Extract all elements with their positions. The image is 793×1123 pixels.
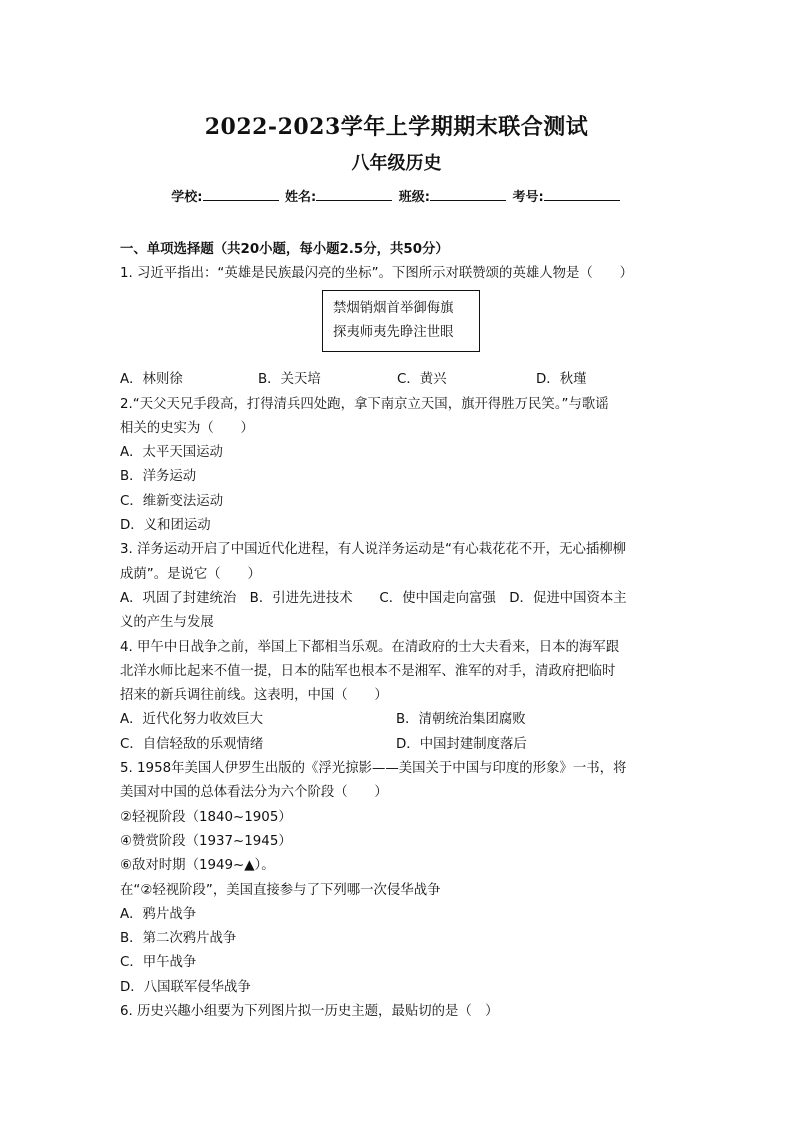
q2-option-b[interactable]: B．洋务运动: [120, 469, 197, 485]
q4-stem-line-1: 4. 甲午中日战争之前，举国上下都相当乐观。在清政府的士大夫看来，日本的海军跟: [120, 639, 620, 655]
q5-stage-4: ④赞赏阶段（1937~1945）: [120, 833, 292, 849]
q4-stem-line-2: 北洋水师比起来不值一提，日本的陆军也根本不是湘军、淮军的对手，清政府把临时: [120, 663, 616, 679]
student-info-line: [0, 186, 793, 205]
q4-option-b[interactable]: B．清朝统治集团腐败: [396, 712, 526, 728]
q4-option-a[interactable]: A．近代化努力收效巨大: [120, 712, 264, 728]
couplet-line-1: 禁烟销烟首举御侮旗: [333, 301, 454, 317]
field-class-label: 班级:: [398, 190, 430, 205]
q2-option-c[interactable]: C．维新变法运动: [120, 493, 224, 509]
q3-stem-line-1: 3. 洋务运动开启了中国近代化进程，有人说洋务运动是“有心栽花花不开，无心插柳柳: [120, 542, 627, 558]
q1-couplet-box: [322, 290, 480, 352]
q5-question: 在“②轻视阶段”，美国直接参与了下列哪一次侵华战争: [120, 882, 441, 898]
couplet-line-2: 探夷师夷先睁注世眼: [333, 325, 454, 341]
q4-options-row-1: [120, 708, 680, 732]
q3-stem-line-2: 成荫”。是说它（ ）: [120, 566, 261, 582]
field-name-blank[interactable]: [316, 187, 392, 201]
field-school-blank[interactable]: [203, 187, 279, 201]
q4-stem-line-3: 招来的新兵调往前线。这表明，中国（ ）: [120, 688, 388, 704]
field-number-label: 考号:: [512, 190, 544, 205]
q1-option-d[interactable]: D．秋瑾: [536, 372, 587, 388]
q3-options-line-1[interactable]: A．巩固了封建统治 B．引进先进技术 C．使中国走向富强 D．促进中国资本主: [120, 590, 627, 606]
q3-options-line-2[interactable]: 义的产生与发展: [120, 615, 214, 631]
q2-stem-line-2: 相关的史实为（ ）: [120, 420, 254, 436]
q1-option-c[interactable]: C．黄兴: [397, 372, 447, 388]
q5-stem-line-2: 美国对中国的总体看法分为六个阶段（ ）: [120, 785, 388, 801]
q6-stem: 6. 历史兴趣小组要为下列图片拟一历史主题，最贴切的是（ ）: [120, 1004, 499, 1020]
field-name-label: 姓名:: [285, 190, 317, 205]
q2-option-a[interactable]: A．太平天国运动: [120, 445, 223, 461]
field-school-label: 学校:: [171, 190, 203, 205]
q5-option-a[interactable]: A．鸦片战争: [120, 906, 197, 922]
q2-option-d[interactable]: D．义和团运动: [120, 518, 211, 534]
q5-option-c[interactable]: C．甲午战争: [120, 955, 197, 971]
q1-options: [120, 368, 680, 392]
section-heading: 一、单项选择题（共20小题，每小题2.5分，共50分）: [120, 242, 449, 257]
q5-option-d[interactable]: D．八国联军侵华战争: [120, 979, 251, 995]
q5-stem-line-1: 5. 1958年美国人伊罗生出版的《浮光掠影——美国关于中国与印度的形象》一书，将: [120, 761, 627, 777]
q4-option-d[interactable]: D．中国封建制度落后: [396, 736, 527, 752]
q5-option-b[interactable]: B．第二次鸦片战争: [120, 931, 237, 947]
q2-stem-line-1: 2.“天父天兄手段高，打得清兵四处跑，拿下南京立天国，旗开得胜万民笑。”与歌谣: [120, 396, 609, 412]
q5-stage-2: ②轻视阶段（1840~1905）: [120, 809, 292, 825]
q1-option-a[interactable]: A．林则徐: [120, 372, 183, 388]
q4-option-c[interactable]: C．自信轻敌的乐观情绪: [120, 736, 264, 752]
q4-options-row-2: [120, 733, 680, 757]
exam-content: [120, 238, 680, 1024]
q1-option-b[interactable]: B．关天培: [258, 372, 321, 388]
exam-title: 2022-2023学年上学期期末联合测试: [204, 114, 589, 140]
exam-subtitle: 八年级历史: [351, 153, 442, 174]
q1-stem: 1. 习近平指出：“英雄是民族最闪亮的坐标”。下图所示对联赞颂的英雄人物是（ ）: [120, 266, 633, 281]
field-class-blank[interactable]: [430, 187, 506, 201]
field-number-blank[interactable]: [544, 187, 620, 201]
q5-stage-6: ⑥敌对时期（1949~▲）。: [120, 858, 275, 874]
